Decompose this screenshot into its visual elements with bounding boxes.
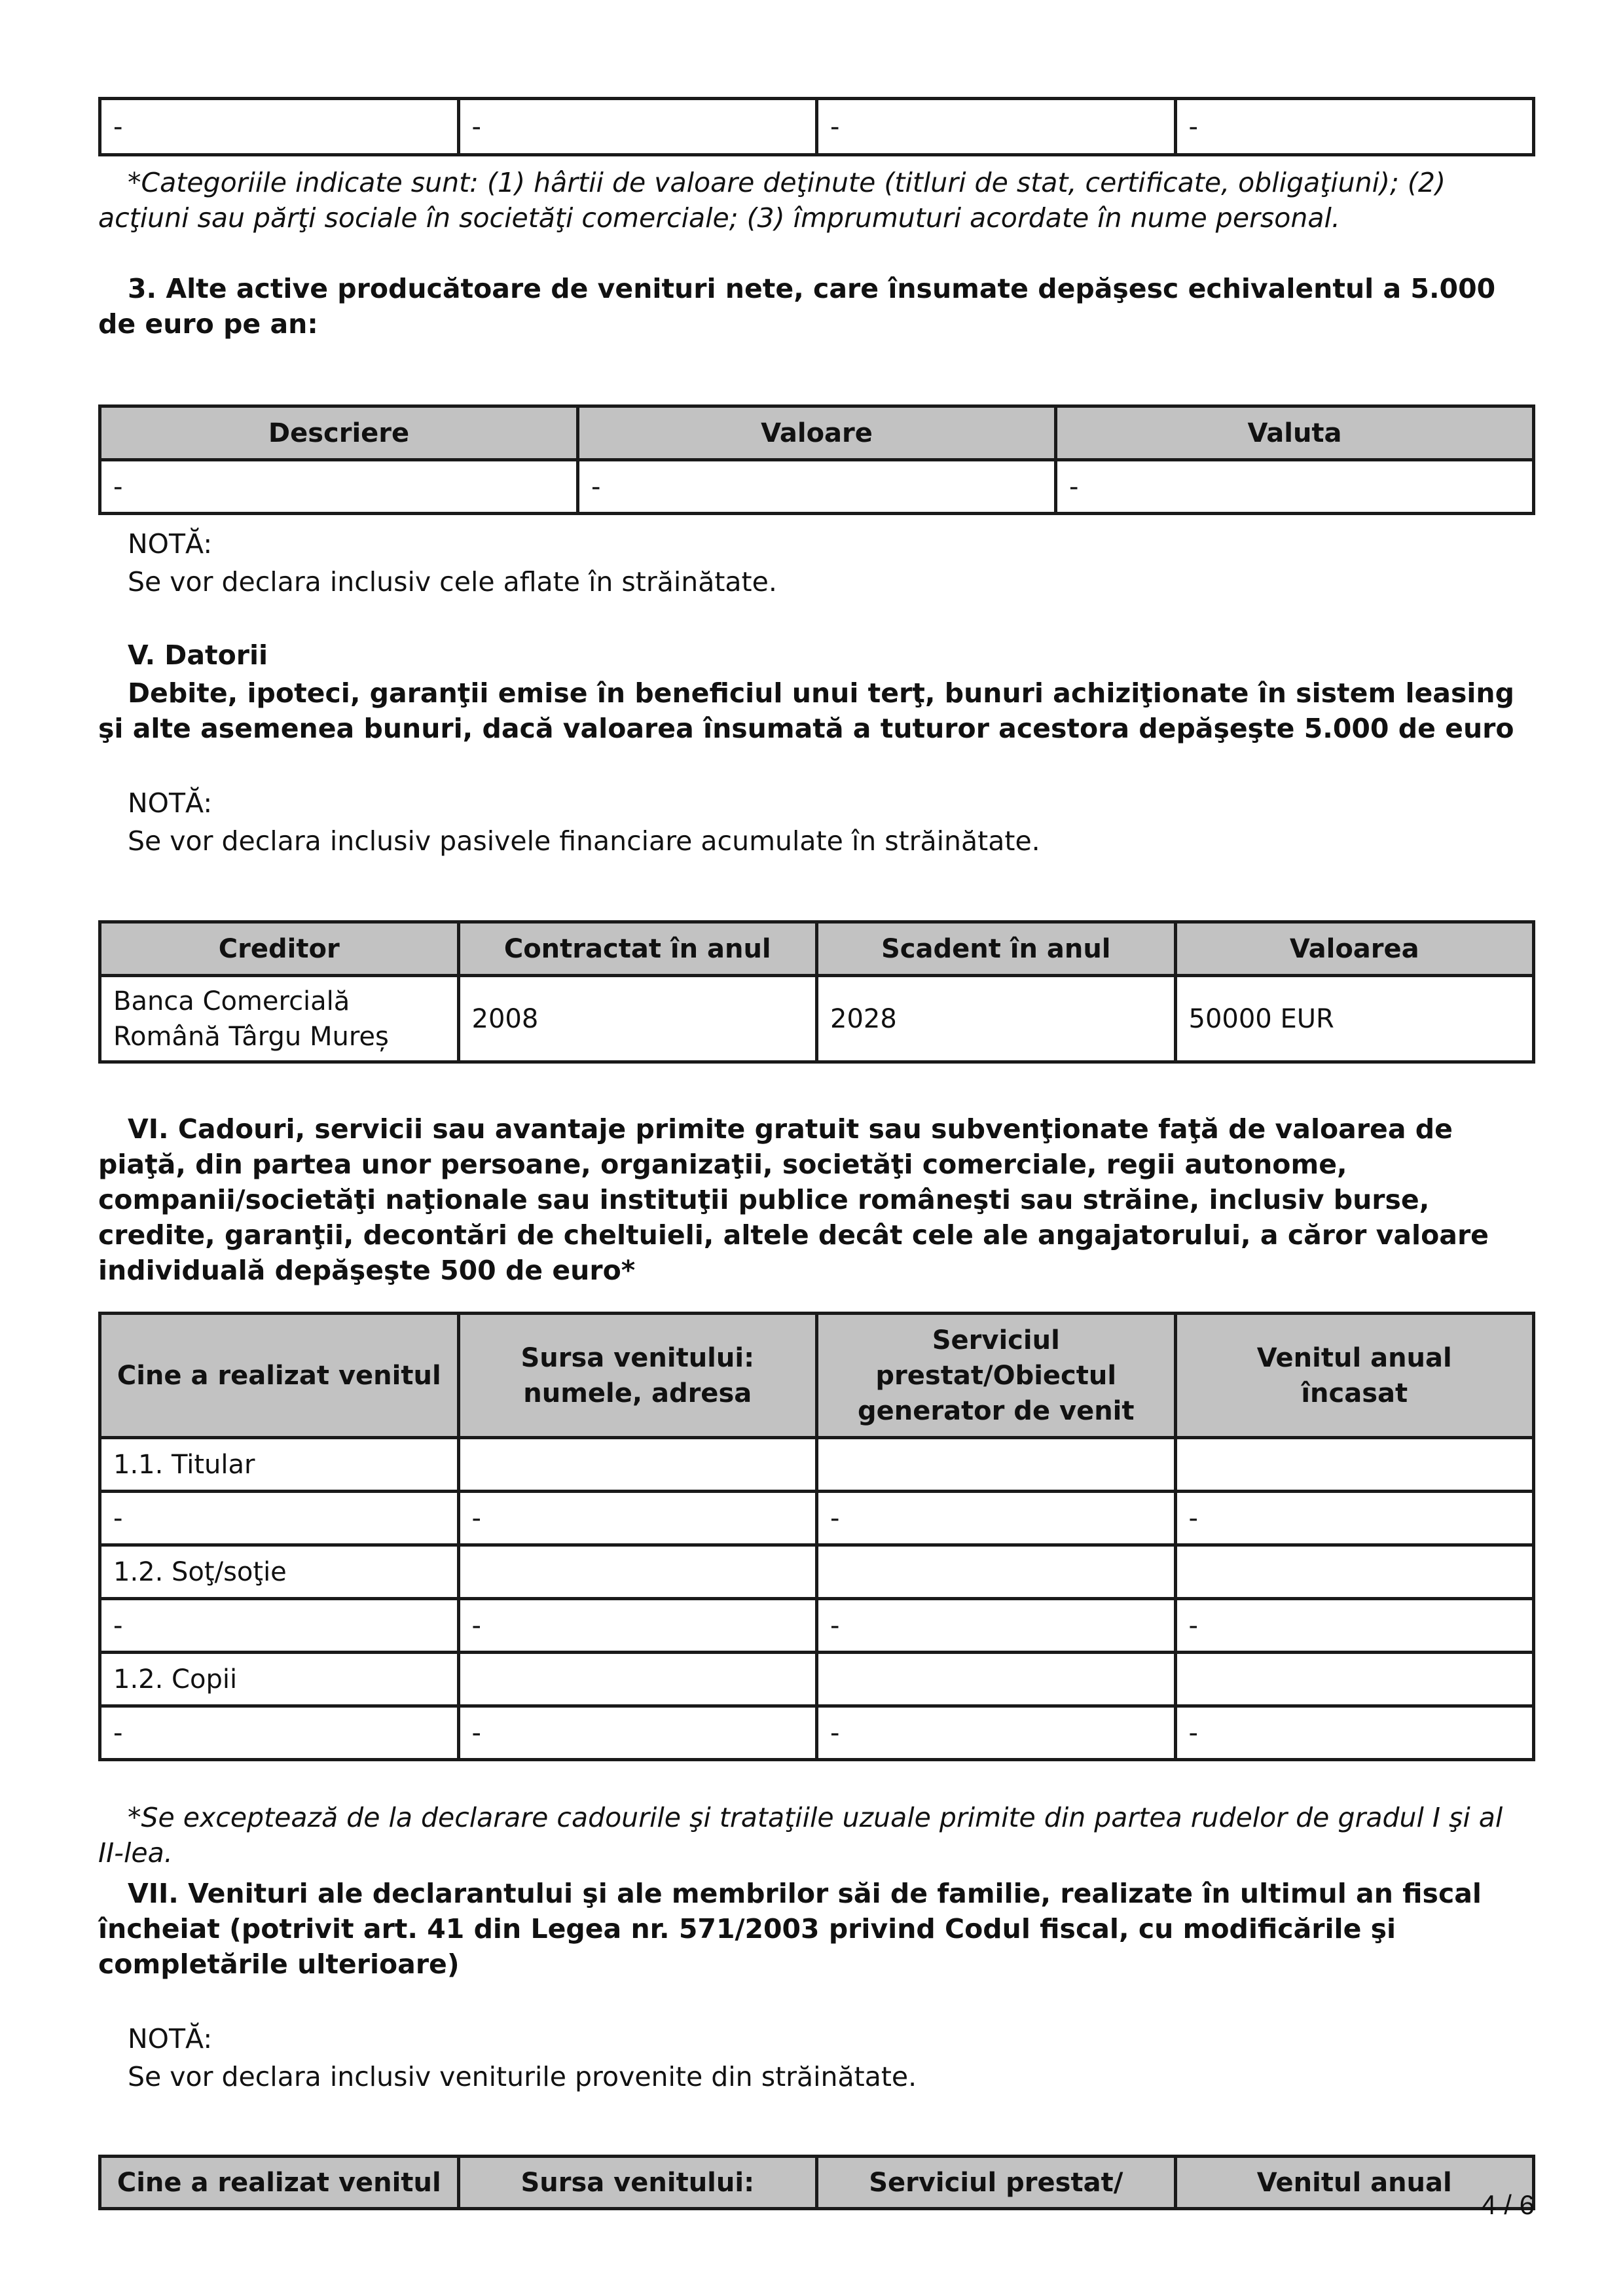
- table-header-row: [100, 2157, 1534, 2209]
- column-header: Contractat în anul: [458, 922, 817, 976]
- column-header: Serviciul prestat/: [817, 2157, 1176, 2209]
- table-cell: [817, 1545, 1176, 1599]
- section5-note-label: NOTĂ:: [128, 787, 213, 819]
- table-cell: -: [817, 99, 1176, 155]
- table-cell: -: [1175, 1492, 1534, 1545]
- table-cell: -: [100, 99, 459, 155]
- debts-table: [98, 920, 1535, 1064]
- table-row: [100, 1653, 1534, 1706]
- section7-note-text: Se vor declara inclusiv veniturile provenite din străinătate.: [128, 2061, 917, 2092]
- table-row: [100, 1599, 1534, 1653]
- table-row: [100, 1438, 1534, 1492]
- table-cell: -: [1175, 1599, 1534, 1653]
- scadent-cell: 2028: [817, 976, 1176, 1062]
- top-continuation-table: [98, 97, 1535, 156]
- income-table: [98, 2155, 1535, 2210]
- table-cell: -: [1175, 1706, 1534, 1760]
- column-header: [1175, 1314, 1534, 1438]
- table-row: [100, 1706, 1534, 1760]
- table-cell: [1175, 1653, 1534, 1706]
- table-cell: -: [1175, 99, 1534, 155]
- table-cell: -: [100, 460, 578, 514]
- table-row: [100, 976, 1534, 1062]
- section7-note-label: NOTĂ:: [128, 2023, 213, 2054]
- header-line: prestat/Obiectul: [875, 1360, 1117, 1391]
- section3-note-text: Se vor declara inclusiv cele aflate în străinătate.: [128, 566, 777, 598]
- header-line: numele, adresa: [523, 1378, 752, 1408]
- table-header-row: [100, 406, 1534, 460]
- header-line: încasat: [1301, 1378, 1408, 1408]
- table-cell: -: [1056, 460, 1534, 514]
- valoarea-cell: 50000 EUR: [1175, 976, 1534, 1062]
- table-cell: [458, 1653, 817, 1706]
- creditor-line: Română Târgu Mureș: [113, 1021, 389, 1052]
- table-cell: -: [100, 1599, 459, 1653]
- table-cell: -: [458, 1599, 817, 1653]
- contractat-cell: 2008: [458, 976, 817, 1062]
- column-header: Venitul anual: [1175, 2157, 1534, 2209]
- table-cell: 1.1. Titular: [100, 1438, 459, 1492]
- column-header: [458, 1314, 817, 1438]
- column-header: Valuta: [1056, 406, 1534, 460]
- table-cell: [817, 1653, 1176, 1706]
- categories-footnote: *Categoriile indicate sunt: (1) hârtii de valoare deţinute (titluri de stat, certificate, obligaţiuni); (2) acţiuni sau părţi sociale în societăţi comerciale; (3) împrumuturi acordate în nume personal.: [98, 167, 1446, 234]
- section3-heading: 3. Alte active producătoare de venituri nete, care însumate depăşesc echivalentul a 5.000 de euro pe an:: [98, 273, 1496, 340]
- table-cell: [458, 1545, 817, 1599]
- page-number: 4 / 6: [1481, 2189, 1535, 2220]
- header-line: Sursa venitului:: [520, 1342, 755, 1373]
- creditor-line: Banca Comercială: [113, 986, 350, 1016]
- table-cell: 1.2. Copii: [100, 1653, 459, 1706]
- table-cell: -: [100, 1706, 459, 1760]
- table-cell: -: [100, 1492, 459, 1545]
- section6-heading: VI. Cadouri, servicii sau avantaje primite gratuit sau subvenţionate faţă de valoarea de piaţă, din partea unor persoane, organizaţii, societăţi comerciale, regii autonome, companii/societăţi naţionale sau instituţii publice româneşti sau străine, inclusiv burse, credite, garanţii, decontări de cheltuieli, altele decât cele ale angajatorului, a căror valoare individuală depăşeşte 500 de euro*: [98, 1113, 1489, 1286]
- column-header: Sursa venitului:: [458, 2157, 817, 2209]
- table-cell: 1.2. Soţ/soţie: [100, 1545, 459, 1599]
- section5-title: V. Datorii: [128, 639, 268, 671]
- table-cell: [817, 1438, 1176, 1492]
- section7-heading: VII. Venituri ale declarantului şi ale membrilor săi de familie, realizate în ultimul an fiscal încheiat (potrivit art. 41 din Legea nr. 571/2003 privind Codul fiscal, cu modificările şi completările ulterioare): [98, 1878, 1482, 1980]
- column-header: Valoare: [578, 406, 1056, 460]
- gifts-table: [98, 1312, 1535, 1761]
- column-header: [817, 1314, 1176, 1438]
- section6-footnote: *Se exceptează de la declarare cadourile şi trataţiile uzuale primite din partea rudelor de gradul I şi al II-lea.: [98, 1802, 1503, 1869]
- creditor-cell: [100, 976, 459, 1062]
- table-row: [100, 460, 1534, 514]
- table-header-row: [100, 1314, 1534, 1438]
- column-header: Creditor: [100, 922, 459, 976]
- section3-note-label: NOTĂ:: [128, 528, 213, 560]
- table-cell: -: [458, 1492, 817, 1545]
- section5-description: Debite, ipoteci, garanţii emise în beneficiul unui terţ, bunuri achiziţionate în sistem leasing şi alte asemenea bunuri, dacă valoarea însumată a tuturor acestora depăşeşte 5.000 de euro: [98, 677, 1514, 744]
- table-cell: -: [458, 99, 817, 155]
- table-cell: -: [458, 1706, 817, 1760]
- table-row: [100, 99, 1534, 155]
- table-row: [100, 1545, 1534, 1599]
- header-line: Venitul anual: [1256, 1342, 1452, 1373]
- column-header: Descriere: [100, 406, 578, 460]
- column-header: Cine a realizat venitul: [100, 2157, 459, 2209]
- table-row: [100, 1492, 1534, 1545]
- column-header: Scadent în anul: [817, 922, 1176, 976]
- header-line: generator de venit: [857, 1395, 1135, 1426]
- table-cell: -: [817, 1706, 1176, 1760]
- table-cell: -: [578, 460, 1056, 514]
- table-cell: [458, 1438, 817, 1492]
- section5-note-text: Se vor declara inclusiv pasivele financiare acumulate în străinătate.: [128, 825, 1040, 857]
- header-line: Serviciul: [932, 1325, 1060, 1355]
- table-cell: [1175, 1545, 1534, 1599]
- table-cell: [1175, 1438, 1534, 1492]
- table-cell: -: [817, 1599, 1176, 1653]
- column-header: Valoarea: [1175, 922, 1534, 976]
- table-cell: -: [817, 1492, 1176, 1545]
- table-header-row: [100, 922, 1534, 976]
- section3-table: [98, 404, 1535, 515]
- column-header: Cine a realizat venitul: [100, 1314, 459, 1438]
